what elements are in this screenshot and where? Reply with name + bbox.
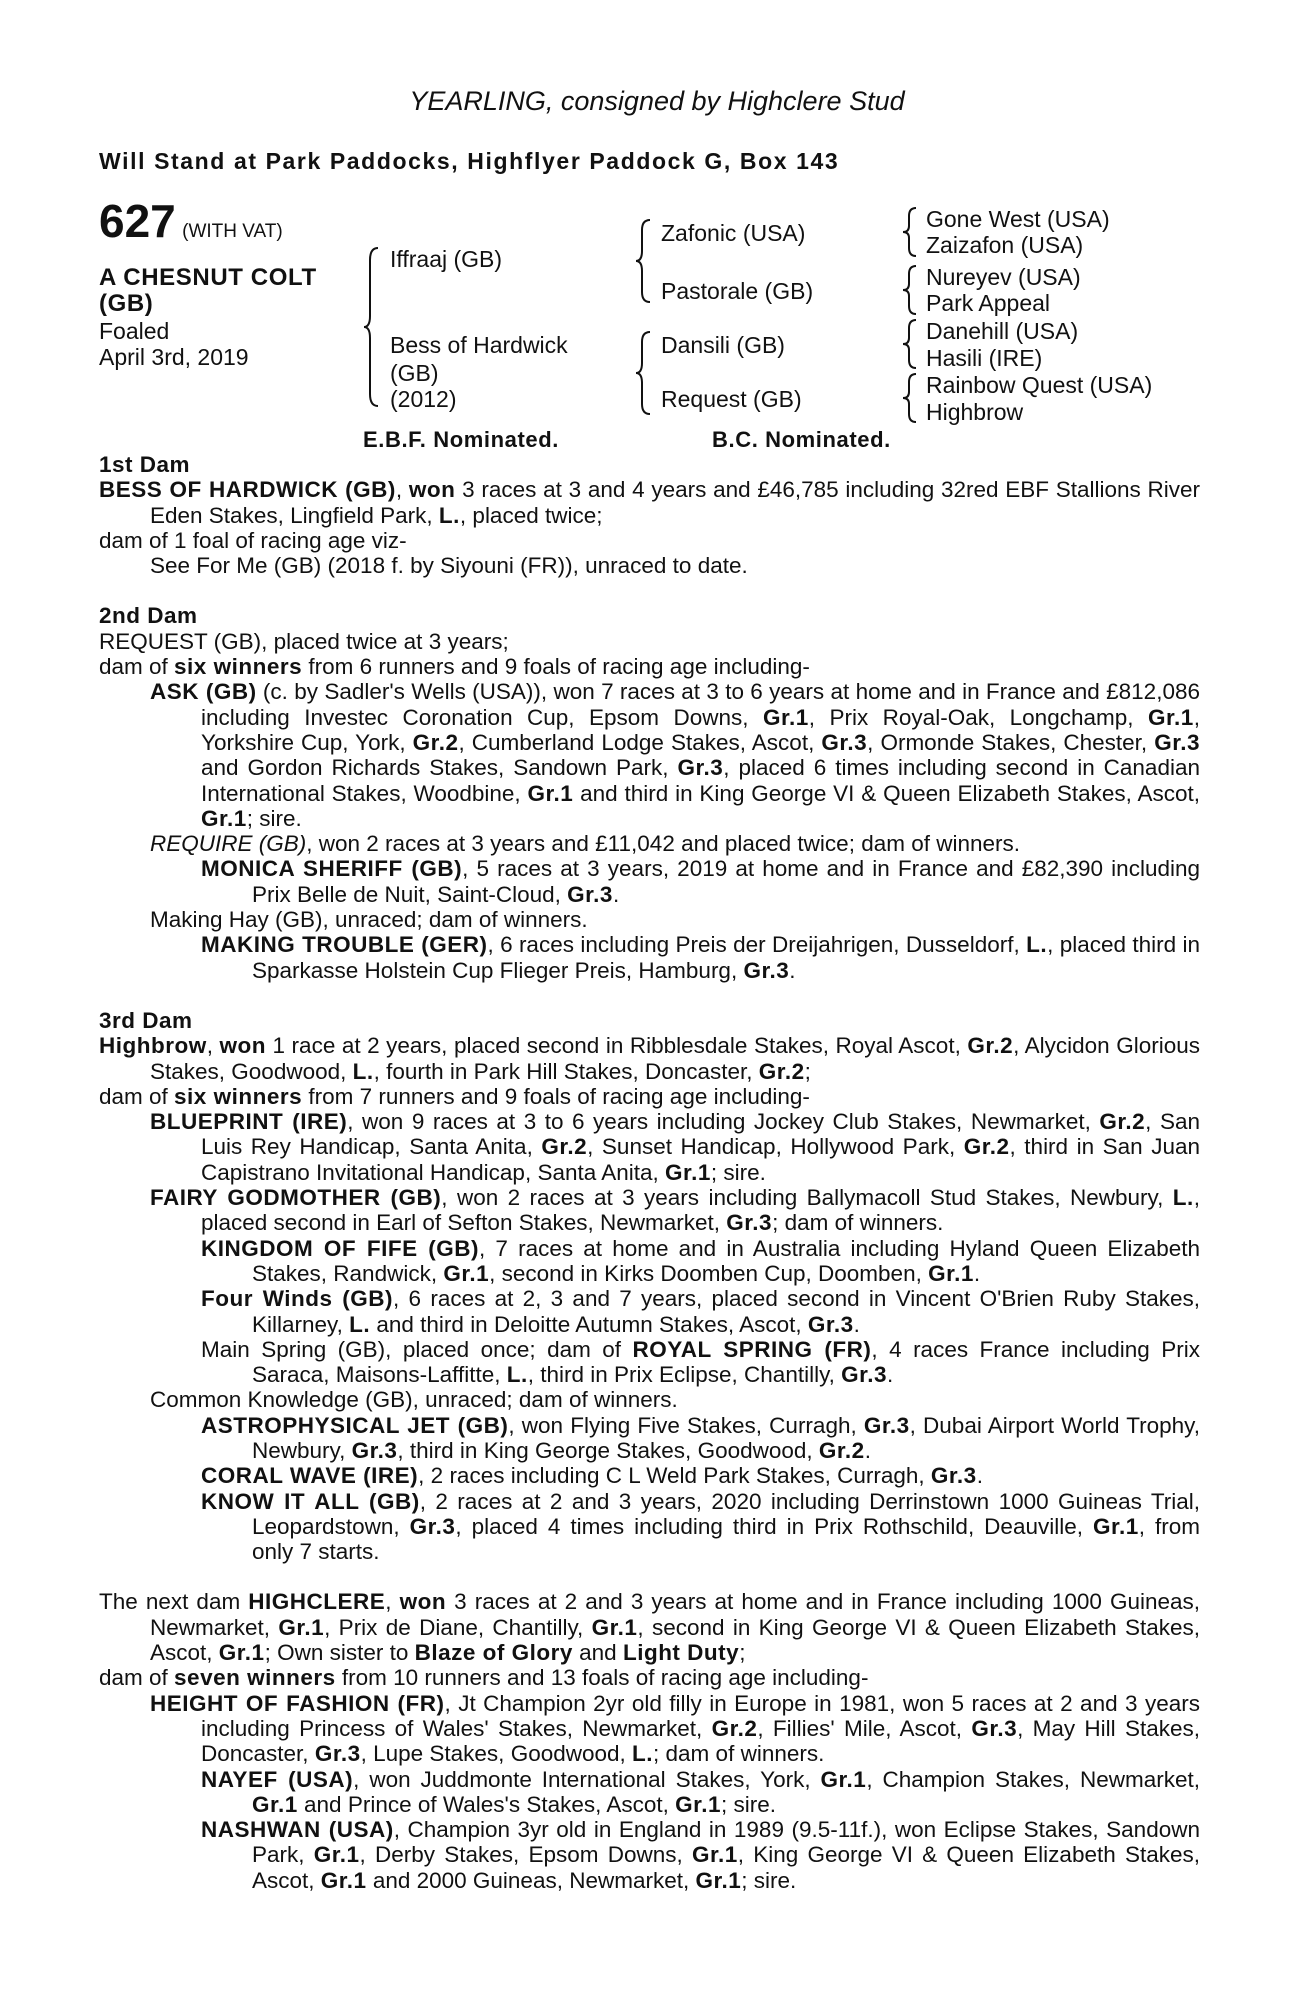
- bold-text: Gr.3: [314, 1741, 361, 1767]
- pedigree-entry: [99, 1691, 1200, 1767]
- pedigree-entry: [99, 1817, 1200, 1893]
- text-run: and 2000 Guineas, Newmarket,: [366, 1867, 696, 1893]
- pedigree-entry: [99, 477, 1200, 528]
- ancestor: Hasili (IRE): [926, 345, 1043, 371]
- pedigree-entry: [99, 1109, 1200, 1185]
- sire-sire: Zafonic (USA): [661, 220, 806, 246]
- brace-icon: [634, 330, 654, 416]
- bold-text: Gr.1: [252, 1791, 298, 1817]
- bold-text: Gr.1: [218, 1640, 265, 1666]
- text-run: , Champion Stakes, Newmarket,: [866, 1766, 1200, 1792]
- pedigree-entry: [99, 1185, 1200, 1236]
- text-run: , placed third in Sparkasse Holstein Cup Flieger Preis, Hamburg,: [252, 932, 1200, 983]
- text-run: and Gordon Richards Stakes, Sandown Park,: [201, 755, 678, 781]
- text-run: , second in Kirks Doomben Cup, Doomben,: [489, 1260, 929, 1286]
- dam-sire: Dansili (GB): [661, 332, 785, 358]
- text-run: and Prince of Wales's Stakes, Ascot,: [297, 1791, 676, 1817]
- bold-text: Gr.1: [691, 1842, 738, 1868]
- brace-icon: [900, 318, 920, 370]
- dam: Bess of Hardwick: [390, 332, 568, 358]
- bold-text: Gr.3: [821, 729, 868, 755]
- bold-text: Gr.3: [807, 1311, 854, 1337]
- text-run: ;: [804, 1058, 811, 1084]
- bold-text: Blaze of Glory: [414, 1640, 573, 1666]
- bold-text: Gr.3: [351, 1437, 398, 1463]
- text-run: , Yorkshire Cup, York,: [201, 704, 1200, 755]
- bold-text: Gr.1: [201, 805, 247, 831]
- text-run: ,: [395, 477, 409, 503]
- text-run: and third in Deloitte Autumn Stakes, Ascot,: [370, 1311, 808, 1337]
- bold-text: FAIRY GODMOTHER (GB): [150, 1185, 442, 1211]
- text-run: , placed second in Earl of Sefton Stakes, Newmarket,: [201, 1185, 1200, 1236]
- brace-icon: [900, 206, 920, 258]
- bold-text: NASHWAN (USA): [201, 1817, 394, 1843]
- text-run: , placed 6 times including second in Canadian International Stakes, Woodbine,: [201, 755, 1200, 806]
- text-run: .: [886, 1362, 894, 1388]
- text-run: Common Knowledge (GB), unraced; dam of winners.: [150, 1387, 678, 1413]
- bold-text: Gr.3: [971, 1715, 1018, 1741]
- text-run: , 4 races France including Prix Saraca, Maisons-Laffitte,: [252, 1336, 1200, 1388]
- bold-text: L.: [438, 502, 460, 528]
- brace-icon: [900, 372, 920, 424]
- bold-text: Gr.1: [665, 1159, 711, 1185]
- text-run: , 6 races including Preis der Dreijahrigen, Dusseldorf,: [487, 932, 1027, 958]
- text-run: , won 2 races at 3 years including Ballymacoll Stud Stakes, Newbury,: [441, 1185, 1173, 1211]
- text-run: ;: [739, 1640, 746, 1666]
- bold-text: Gr.1: [762, 704, 809, 730]
- text-run: .: [789, 957, 796, 983]
- text-run: Main Spring (GB), placed once; dam of: [201, 1336, 633, 1362]
- text-run: , third in San Juan Capistrano Invitational Handicap, Santa Anita,: [201, 1134, 1200, 1185]
- bold-text: HIGHCLERE: [248, 1589, 386, 1615]
- text-run: ,: [206, 1033, 220, 1059]
- dam-dam: Request (GB): [661, 386, 802, 412]
- text-run: .: [612, 881, 620, 907]
- text-run: , won 9 races at 3 to 6 years including Jockey Club Stakes, Newmarket,: [347, 1109, 1100, 1135]
- brace-icon: [900, 264, 920, 316]
- pedigree-entry: [99, 1767, 1200, 1818]
- text-run: dam of: [99, 1083, 175, 1109]
- text-run: 1 race at 2 years, placed second in Ribblesdale Stakes, Royal Ascot,: [266, 1033, 968, 1059]
- text-run: , won 2 races at 3 years and £11,042 and placed twice; dam of winners.: [306, 831, 1021, 857]
- bold-text: L.: [506, 1362, 528, 1388]
- text-run: , Prix Royal-Oak, Longchamp,: [808, 704, 1148, 730]
- text-run: ; Own sister to: [264, 1640, 415, 1666]
- text-run: , Alycidon Glorious Stakes, Goodwood,: [150, 1033, 1200, 1084]
- ebf-nominated: E.B.F. Nominated.: [363, 427, 559, 452]
- pedigree-entry: [99, 679, 1200, 831]
- bold-text: Gr.1: [313, 1842, 360, 1868]
- text-run: , second in King George VI & Queen Elizabeth Stakes, Ascot,: [150, 1614, 1200, 1666]
- bold-text: Gr.1: [527, 780, 574, 806]
- bold-text: Gr.1: [695, 1867, 742, 1893]
- bold-text: six winners: [174, 1083, 303, 1109]
- bold-text: NAYEF (USA): [201, 1766, 354, 1792]
- lot-origin: (GB): [99, 290, 154, 317]
- bold-text: ASK (GB): [150, 679, 257, 705]
- sire: Iffraaj (GB): [390, 246, 503, 272]
- foaled-date: April 3rd, 2019: [99, 344, 249, 370]
- section-heading: 3rd Dam: [99, 1007, 193, 1033]
- bold-text: MONICA SHERIFF (GB): [201, 856, 463, 882]
- page-title: YEARLING, consigned by Highclere Stud: [409, 86, 905, 116]
- ancestor: Gone West (USA): [926, 206, 1110, 232]
- bold-text: won: [408, 477, 456, 503]
- text-run: dam of: [99, 1665, 175, 1691]
- bold-text: Gr.3: [726, 1210, 773, 1236]
- text-run: , third in King George Stakes, Goodwood,: [397, 1437, 819, 1463]
- dam-year: (2012): [390, 386, 457, 412]
- pedigree-entry: [99, 1413, 1200, 1464]
- ancestor: Rainbow Quest (USA): [926, 372, 1153, 398]
- bold-text: BLUEPRINT (IRE): [150, 1109, 348, 1135]
- text-run: , May Hill Stakes, Doncaster,: [201, 1715, 1200, 1767]
- text-run: , 6 races at 2, 3 and 7 years, placed second in Vincent O'Brien Ruby Stakes, Killarney,: [252, 1286, 1200, 1337]
- text-run: dam of: [99, 654, 175, 680]
- dam-section: [99, 603, 1200, 982]
- brace-icon: [634, 218, 654, 304]
- text-run: , third in Prix Eclipse, Chantilly,: [527, 1362, 842, 1388]
- foaled-label: Foaled: [99, 318, 170, 344]
- text-run: , 2 races at 2 and 3 years, 2020 including Derrinstown 1000 Guineas Trial, Leopardstown,: [252, 1488, 1201, 1539]
- text-run: , 7 races at home and in Australia including Hyland Queen Elizabeth Stakes, Randwick,: [252, 1235, 1200, 1286]
- text-run: .: [864, 1437, 871, 1463]
- bold-text: Gr.1: [820, 1766, 867, 1792]
- bold-text: Gr.2: [963, 1134, 1010, 1160]
- text-run: and third in King George VI & Queen Elizabeth Stakes, Ascot,: [573, 780, 1200, 806]
- bold-text: six winners: [174, 654, 303, 680]
- text-run: and: [572, 1640, 623, 1666]
- text-run: 3 races at 3 and 4 years and £46,785 including 32red EBF Stallions River Eden Stakes, Lingfield Park,: [150, 477, 1200, 528]
- bold-text: Gr.3: [1154, 729, 1200, 755]
- bold-text: KINGDOM OF FIFE (GB): [201, 1235, 479, 1261]
- bold-text: Gr.3: [567, 881, 613, 907]
- text-run: REQUEST (GB), placed twice at 3 years;: [99, 628, 509, 654]
- pedigree-entry: [99, 1463, 1200, 1488]
- bold-text: Gr.1: [443, 1260, 490, 1286]
- text-run: from 6 runners and 9 foals of racing age including-: [302, 654, 810, 680]
- text-run: dam of 1 foal of racing age viz-: [99, 527, 407, 553]
- bold-text: L.: [349, 1311, 371, 1337]
- pedigree-entry: [99, 1236, 1200, 1287]
- dam-section: [99, 452, 1200, 578]
- bold-text: Gr.2: [758, 1058, 805, 1084]
- text-run: ; dam of winners.: [653, 1741, 825, 1767]
- text-run: ; dam of winners.: [772, 1210, 944, 1236]
- text-run: , Sunset Handicap, Hollywood Park,: [587, 1134, 964, 1160]
- pedigree-entry: [99, 1589, 1200, 1665]
- dam-origin: (GB): [390, 360, 439, 386]
- bold-text: Gr.2: [818, 1437, 865, 1463]
- text-run: , Prix de Diane, Chantilly,: [324, 1614, 592, 1640]
- bold-text: L.: [1026, 932, 1048, 958]
- lot-number: 627: [99, 195, 176, 247]
- bold-text: Gr.2: [412, 729, 459, 755]
- text-run: , placed twice;: [459, 502, 603, 528]
- vat-note: (WITH VAT): [182, 221, 283, 242]
- bc-nominated: B.C. Nominated.: [712, 427, 891, 452]
- bold-text: L.: [632, 1741, 654, 1767]
- bold-text: won: [219, 1033, 267, 1059]
- stand-location: Will Stand at Park Paddocks, Highflyer Paddock G, Box 143: [99, 148, 840, 174]
- bold-text: Gr.3: [863, 1412, 910, 1438]
- text-run: , Derby Stakes, Epsom Downs,: [359, 1842, 692, 1868]
- bold-text: HEIGHT OF FASHION (FR): [150, 1690, 445, 1716]
- text-run: (c. by Sadler's Wells (USA)), won 7 races at 3 to 6 years at home and in France and £812,086 including Investec Coronation Cup, Epsom Downs,: [201, 679, 1200, 730]
- text-run: , placed 4 times including third in Prix Rothschild, Deauville,: [455, 1513, 1093, 1539]
- text-run: , Jt Champion 2yr old filly in Europe in 1981, won 5 races at 2 and 3 years including Princess of Wales' Stakes, Newmarket,: [201, 1690, 1200, 1741]
- lot-number-line: [99, 195, 283, 247]
- bold-text: Gr.1: [591, 1614, 638, 1640]
- text-run: , San Luis Rey Handicap, Santa Anita,: [201, 1109, 1200, 1160]
- bold-text: Gr.1: [675, 1791, 721, 1817]
- text-run: , won Juddmonte International Stakes, York,: [353, 1766, 821, 1792]
- text-run: , fourth in Park Hill Stakes, Doncaster,: [373, 1058, 759, 1084]
- text-run: 3 races at 2 and 3 years at home and in France including 1000 Guineas, Newmarket,: [150, 1589, 1200, 1640]
- text-run: , Dubai Airport World Trophy, Newbury,: [252, 1412, 1201, 1463]
- bold-text: seven winners: [174, 1665, 336, 1691]
- pedigree-entry: [99, 1084, 1200, 1109]
- bold-text: BESS OF HARDWICK (GB): [99, 477, 396, 503]
- ancestor: Nureyev (USA): [926, 264, 1081, 290]
- bold-text: MAKING TROUBLE (GER): [201, 932, 488, 958]
- ancestor: Park Appeal: [926, 290, 1051, 316]
- italic-text: REQUIRE (GB): [150, 831, 307, 857]
- catalogue-body: [99, 452, 1200, 1893]
- text-run: , Champion 3yr old in England in 1989 (9.5-11f.), won Eclipse Stakes, Sandown Park,: [252, 1817, 1200, 1868]
- text-run: , Ormonde Stakes, Chester,: [867, 729, 1155, 755]
- bold-text: Gr.3: [841, 1362, 887, 1388]
- bold-text: Gr.3: [409, 1513, 456, 1539]
- text-run: .: [853, 1311, 860, 1337]
- bold-text: Gr.1: [1092, 1513, 1139, 1539]
- text-run: , King George VI & Queen Elizabeth Stakes, Ascot,: [252, 1842, 1200, 1893]
- ancestor: Danehill (USA): [926, 318, 1079, 344]
- bold-text: Gr.3: [930, 1463, 977, 1489]
- pedigree-entry: [99, 1286, 1200, 1337]
- pedigree-entry: [99, 629, 1200, 654]
- text-run: .: [976, 1463, 983, 1489]
- pedigree-entry: [99, 1387, 1200, 1412]
- text-run: , 2 races including C L Weld Park Stakes, Curragh,: [418, 1463, 931, 1489]
- text-run: ; sire.: [720, 1791, 776, 1817]
- text-run: from 7 runners and 9 foals of racing age including-: [302, 1083, 810, 1109]
- lot-description: A CHESNUT COLT: [99, 264, 317, 291]
- bold-text: L.: [1172, 1185, 1194, 1211]
- text-run: ; sire.: [741, 1867, 797, 1893]
- ancestor: Zaizafon (USA): [926, 232, 1084, 258]
- text-run: ,: [385, 1589, 400, 1615]
- bold-text: Four Winds (GB): [201, 1286, 394, 1312]
- text-run: The next dam: [99, 1589, 249, 1615]
- bold-text: won: [399, 1589, 447, 1615]
- bold-text: ASTROPHYSICAL JET (GB): [201, 1412, 509, 1438]
- bold-text: Gr.1: [320, 1867, 367, 1893]
- dam-section: [99, 1589, 1200, 1893]
- text-run: See For Me (GB) (2018 f. by Siyouni (FR)), unraced to date.: [150, 553, 748, 579]
- bold-text: CORAL WAVE (IRE): [201, 1463, 419, 1489]
- bold-text: Gr.1: [928, 1260, 974, 1286]
- pedigree-entry: [99, 528, 1200, 553]
- text-run: , Fillies' Mile, Ascot,: [757, 1715, 972, 1741]
- pedigree-entry: [99, 907, 1200, 932]
- bold-text: Gr.2: [541, 1134, 588, 1160]
- bold-text: ROYAL SPRING (FR): [632, 1336, 872, 1362]
- bold-text: Light Duty: [622, 1640, 740, 1666]
- text-run: ; sire.: [710, 1159, 766, 1185]
- pedigree-entry: [99, 932, 1200, 983]
- text-run: ; sire.: [246, 805, 302, 831]
- text-run: , from only 7 starts.: [252, 1513, 1200, 1565]
- section-heading: 1st Dam: [99, 452, 191, 477]
- text-run: , 5 races at 3 years, 2019 at home and in France and £82,390 including Prix Belle de Nuit, Saint-Cloud,: [252, 856, 1200, 907]
- bold-text: Gr.2: [967, 1033, 1014, 1059]
- text-run: from 10 runners and 13 foals of racing age including-: [335, 1665, 869, 1691]
- text-run: , Lupe Stakes, Goodwood,: [360, 1741, 633, 1767]
- bold-text: L.: [352, 1058, 374, 1084]
- pedigree-entry: [99, 1665, 1200, 1690]
- pedigree-entry: [99, 1033, 1200, 1084]
- bold-text: Gr.1: [1147, 704, 1194, 730]
- bold-text: Highbrow: [99, 1033, 207, 1059]
- pedigree-entry: [99, 856, 1200, 907]
- brace-icon: [362, 246, 382, 408]
- bold-text: Gr.3: [743, 957, 790, 983]
- bold-text: KNOW IT ALL (GB): [201, 1488, 420, 1514]
- pedigree-entry: [99, 553, 1200, 578]
- text-run: , Cumberland Lodge Stakes, Ascot,: [458, 729, 822, 755]
- pedigree-entry: [99, 1489, 1200, 1565]
- dam-section: [99, 1008, 1200, 1565]
- bold-text: Gr.2: [1099, 1109, 1146, 1135]
- pedigree-entry: [99, 654, 1200, 679]
- bold-text: Gr.3: [677, 755, 724, 781]
- pedigree-entry: [99, 831, 1200, 856]
- text-run: , won Flying Five Stakes, Curragh,: [508, 1412, 864, 1438]
- pedigree-entry: [99, 1337, 1200, 1388]
- section-heading: 2nd Dam: [99, 603, 198, 629]
- bold-text: Gr.2: [711, 1715, 758, 1741]
- text-run: .: [973, 1260, 981, 1286]
- bold-text: Gr.1: [278, 1614, 325, 1640]
- ancestor: Highbrow: [926, 399, 1024, 425]
- text-run: Making Hay (GB), unraced; dam of winners.: [150, 907, 588, 933]
- sire-dam: Pastorale (GB): [661, 278, 814, 304]
